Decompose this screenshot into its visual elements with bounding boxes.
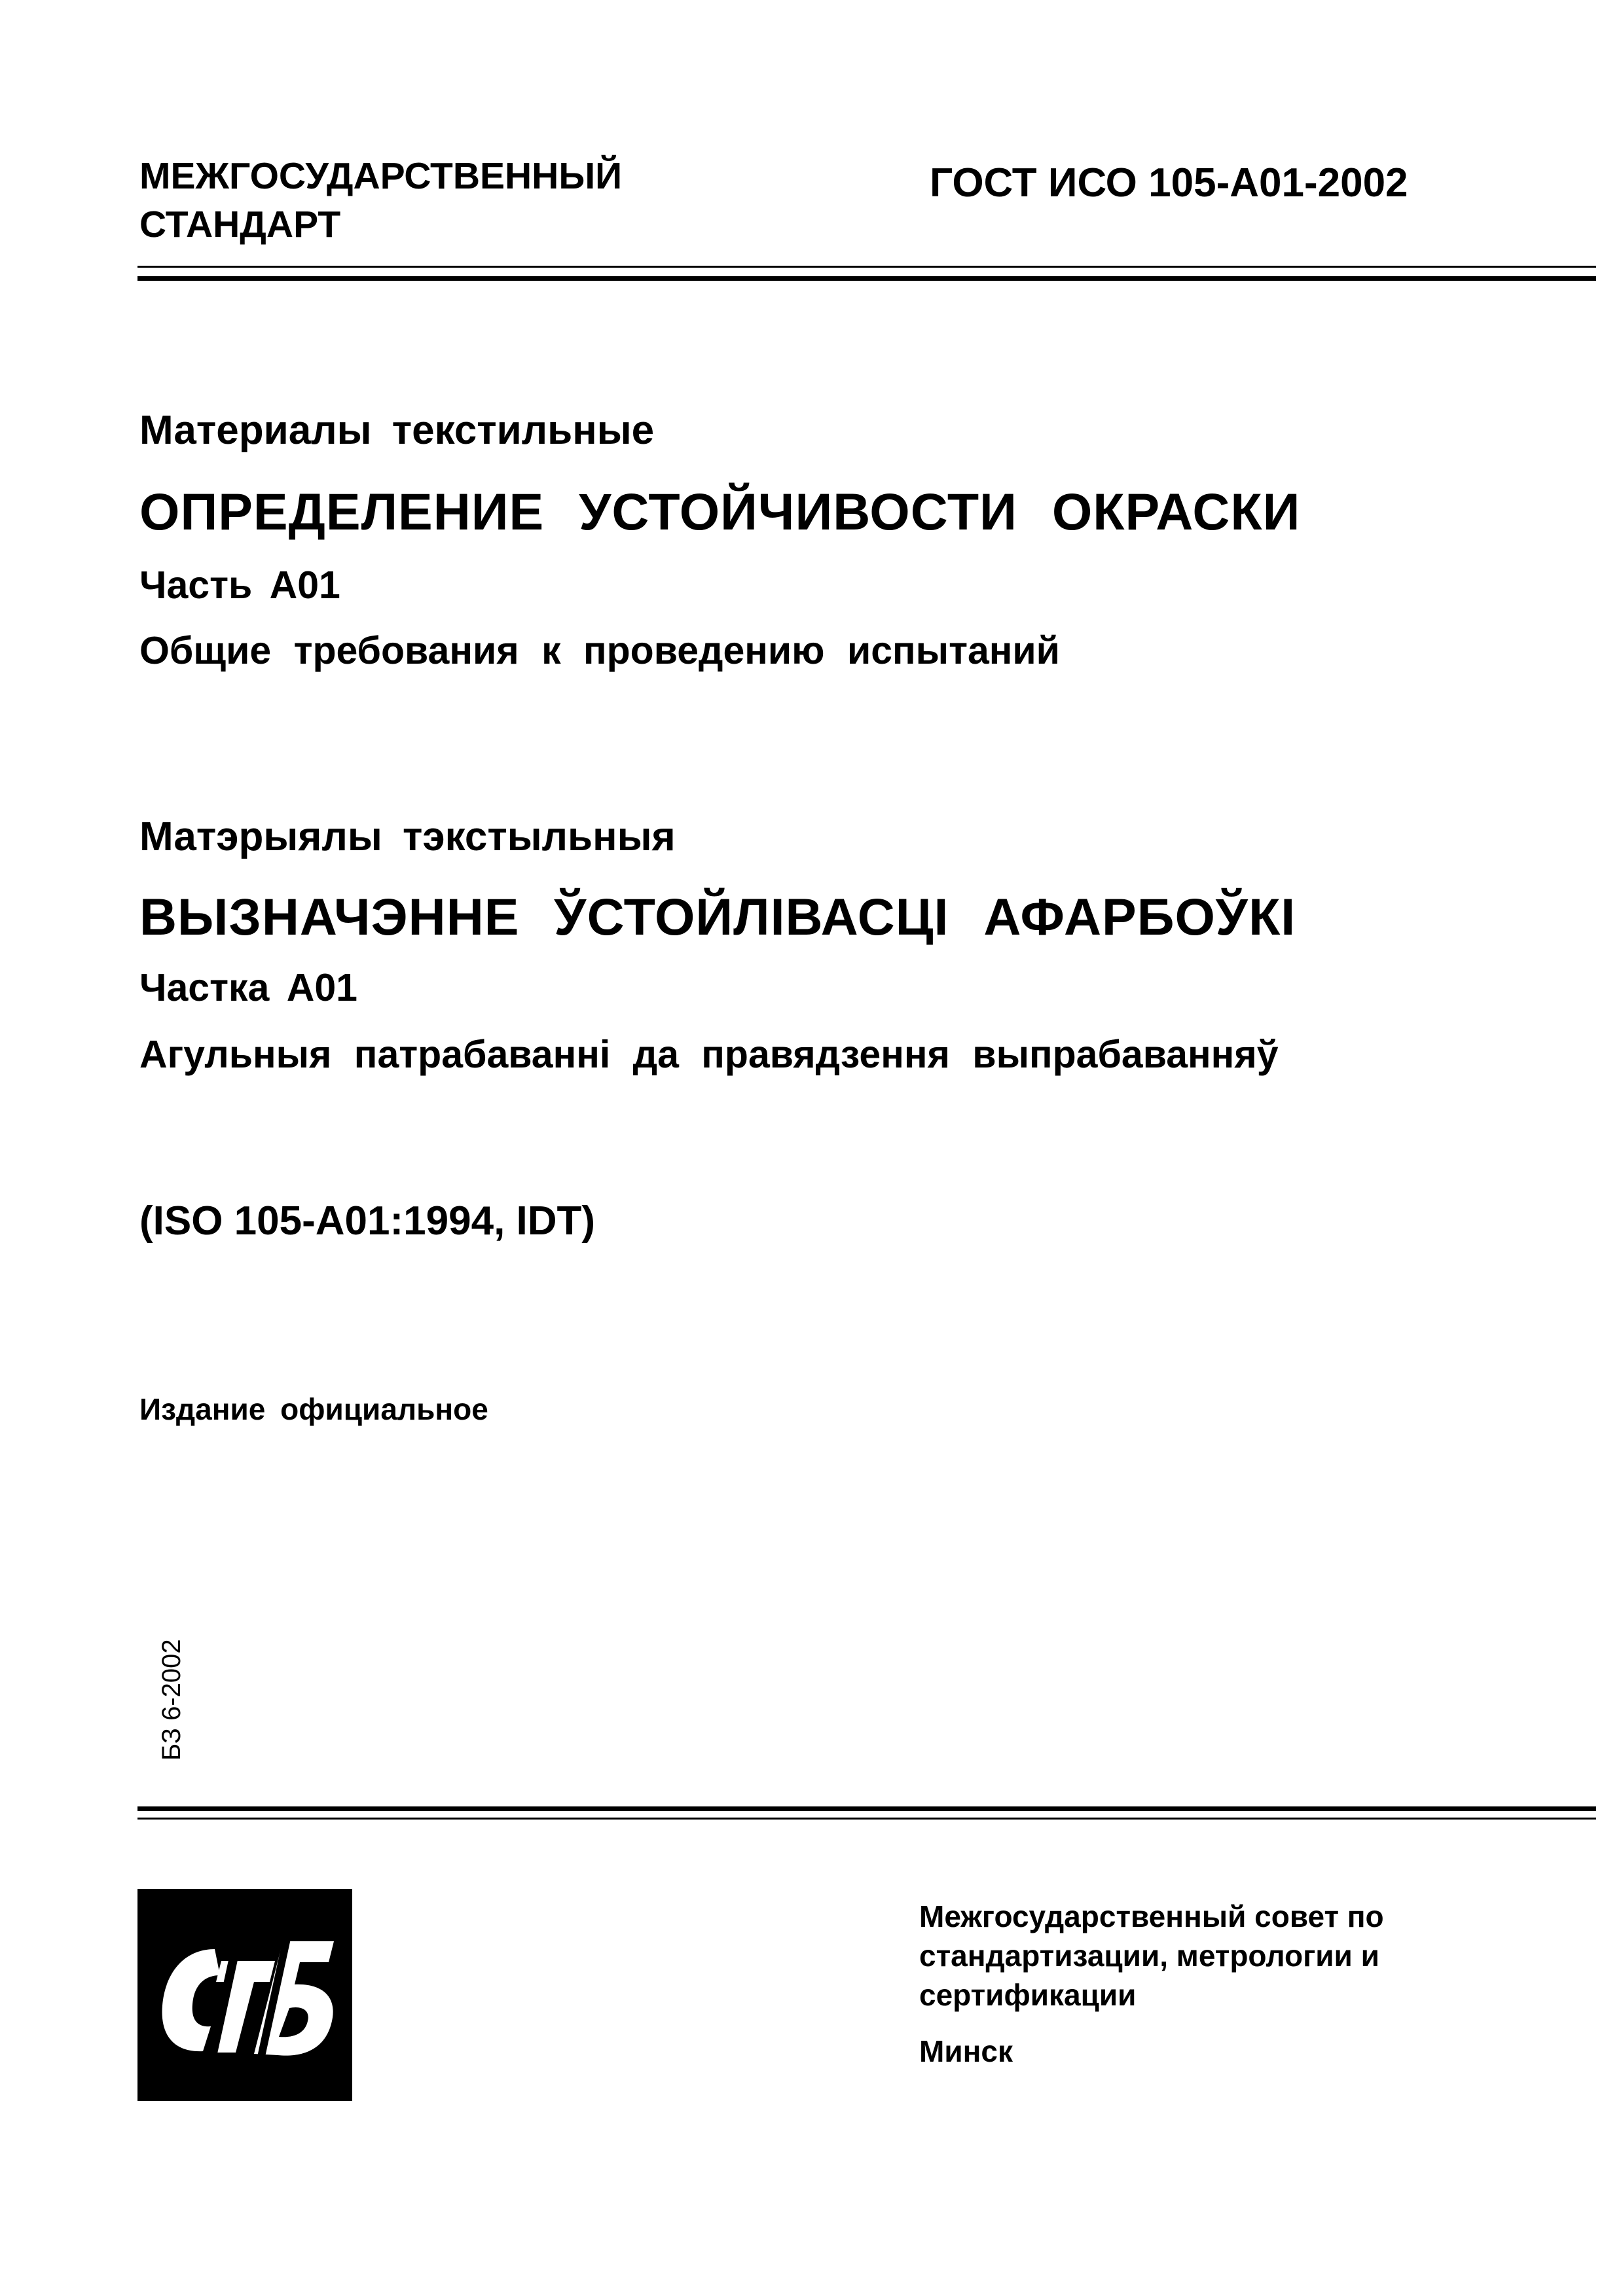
stb-logo-icon	[137, 1889, 352, 2101]
edition-label: Издание официальное	[139, 1392, 488, 1426]
header-rule-bottom	[137, 276, 1596, 281]
standard-designation: ГОСТ ИСО 105-A01-2002	[930, 160, 1408, 206]
footer-rule-bottom	[137, 1818, 1596, 1820]
title-be-subject: Матэрыялы тэкстыльныя	[139, 814, 676, 859]
title-be-part: Частка A01	[139, 966, 357, 1009]
publisher-line-2: стандартизации, метрологии и	[919, 1939, 1379, 1973]
title-be-description: Агульныя патрабаванні да правядзення выпрабаванняў	[139, 1033, 1279, 1076]
publisher-line-1: Межгосударственный совет по	[919, 1899, 1384, 1933]
category-line-2: СТАНДАРТ	[139, 204, 341, 245]
publisher-city: Минск	[919, 2034, 1013, 2068]
title-ru-main: ОПРЕДЕЛЕНИЕ УСТОЙЧИВОСТИ ОКРАСКИ	[139, 482, 1301, 541]
standard-category	[139, 152, 622, 249]
publisher-name	[919, 1897, 1384, 2015]
publisher-line-3: сертификации	[919, 1978, 1137, 2012]
title-ru-subject: Материалы текстильные	[139, 408, 655, 453]
side-code: БЗ 6-2002	[157, 1639, 186, 1761]
category-line-1: МЕЖГОСУДАРСТВЕННЫЙ	[139, 155, 623, 197]
title-ru-part: Часть A01	[139, 564, 340, 607]
iso-reference: (ISO 105-A01:1994, IDT)	[139, 1198, 596, 1244]
stb-logo	[137, 1889, 352, 2101]
header-rule-top	[137, 266, 1596, 268]
footer-rule-top	[137, 1806, 1596, 1811]
title-be-main: ВЫЗНАЧЭННЕ ЎСТОЙЛІВАСЦІ АФАРБОЎКІ	[139, 888, 1296, 946]
title-ru-description: Общие требования к проведению испытаний	[139, 629, 1060, 672]
